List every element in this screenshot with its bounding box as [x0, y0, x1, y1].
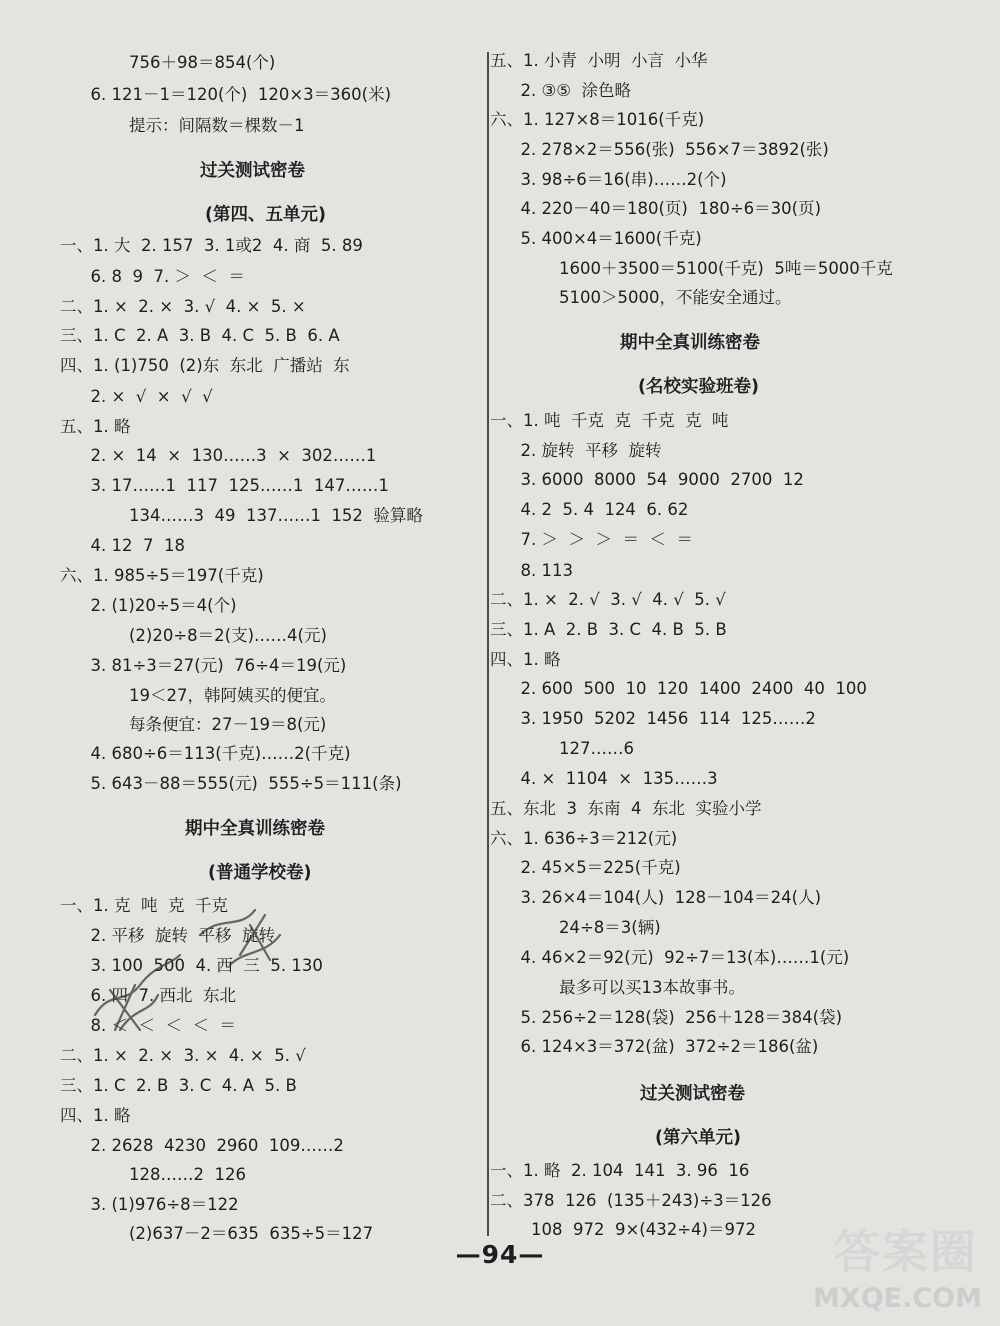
answer-line: 每条便宜：27－19＝8(元) [108, 715, 327, 734]
answer-line: 四、1. (1)750 (2)东 东北 广播站 东 [60, 356, 350, 375]
watermark-title: 答案圈 [834, 1225, 978, 1279]
answer-line: 6. 121－1＝120(个) 120×3＝360(米) [80, 85, 392, 104]
answer-line: 6. 124×3＝372(盆) 372÷2＝186(盆) [510, 1037, 819, 1056]
answer-line: 五、东北 3 东南 4 东北 实验小学 [490, 799, 762, 818]
answer-line: 24÷8＝3(辆) [538, 918, 661, 937]
answer-line: 6. 四 7. 西北 东北 [80, 986, 236, 1005]
answer-line: 二、1. × 2. × 3. × 4. × 5. √ [60, 1046, 306, 1065]
answer-line: 3. 17……1 117 125……1 147……1 [80, 476, 389, 495]
answer-line: 4. 12 7 18 [80, 536, 185, 555]
answer-line: 三、1. A 2. B 3. C 4. B 5. B [490, 620, 727, 639]
answer-line: 二、378 126 (135＋243)÷3＝126 [490, 1191, 772, 1210]
answer-line: 四、1. 略 [490, 650, 561, 669]
answer-line: 2. 旋转 平移 旋转 [510, 441, 662, 460]
answer-line: 2. 平移 旋转 平移 旋转 [80, 926, 275, 945]
answer-line: 5. 256÷2＝128(袋) 256＋128＝384(袋) [510, 1008, 843, 1027]
answer-line: 六、1. 636÷3＝212(元) [490, 829, 678, 848]
answer-line: 4. 46×2＝92(元) 92÷7＝13(本)……1(元) [510, 948, 850, 967]
answer-line: 4. 2 5. 4 124 6. 62 [510, 500, 689, 519]
answer-line: 一、1. 略 2. 104 141 3. 96 16 [490, 1161, 750, 1180]
answer-line: 127……6 [538, 739, 634, 758]
answer-line: 3. 6000 8000 54 9000 2700 12 [510, 470, 804, 489]
answer-line: 3. 81÷3＝27(元) 76÷4＝19(元) [80, 656, 347, 675]
answer-line: 7. ＞ ＞ ＞ ＝ ＜ ＝ [510, 530, 693, 549]
answer-line: 六、1. 127×8＝1016(千克) [490, 110, 705, 129]
answer-line: 三、1. C 2. A 3. B 4. C 5. B 6. A [60, 326, 340, 345]
answer-line: 8. ＜ ＜ ＜ ＜ ＝ [80, 1016, 236, 1035]
section-subheading: (普通学校卷) [208, 863, 312, 883]
answer-line: 6. 8 9 7. ＞ ＜ ＝ [80, 267, 245, 286]
answer-line: 2. 2628 4230 2960 109……2 [80, 1136, 344, 1155]
answer-line: 2. 45×5＝225(千克) [510, 858, 681, 877]
watermark-url: MXQE.COM [813, 1283, 982, 1314]
answer-line: 128……2 126 [108, 1165, 246, 1184]
answer-line: 五、1. 略 [60, 417, 131, 436]
answer-line: 五、1. 小青 小明 小言 小华 [490, 51, 708, 70]
answer-line: 六、1. 985÷5＝197(千克) [60, 566, 264, 585]
section-subheading: (第六单元) [655, 1128, 741, 1148]
column-divider [487, 52, 489, 1236]
section-heading: 过关测试密卷 [640, 1084, 745, 1104]
answer-line: 134……3 49 137……1 152 验算略 [108, 506, 423, 525]
answer-line: 最多可以买13本故事书。 [538, 978, 745, 997]
answer-line: 二、1. × 2. × 3. √ 4. × 5. × [60, 297, 306, 316]
answer-line: (2)637－2＝635 635÷5＝127 [108, 1224, 374, 1243]
answer-line: 4. 680÷6＝113(千克)……2(千克) [80, 744, 351, 763]
answer-line: 2. 278×2＝556(张) 556×7＝3892(张) [510, 140, 829, 159]
answer-line: 5. 643－88＝555(元) 555÷5＝111(条) [80, 774, 402, 793]
answer-line: 三、1. C 2. B 3. C 4. A 5. B [60, 1076, 297, 1095]
answer-line: 提示：间隔数＝棵数－1 [108, 116, 305, 135]
answer-line: 2. 600 500 10 120 1400 2400 40 100 [510, 679, 867, 698]
answer-line: 2. × √ × √ √ [80, 387, 213, 406]
answer-line: 2. ③⑤ 涂色略 [510, 81, 632, 100]
answer-line: 3. 26×4＝104(人) 128－104＝24(人) [510, 888, 822, 907]
answer-line: 1600＋3500＝5100(千克) 5吨＝5000千克 [538, 259, 893, 278]
answer-line: 4. × 1104 × 135……3 [510, 769, 718, 788]
answer-line: 一、1. 克 吨 克 千克 [60, 896, 228, 915]
answer-line: 4. 220－40＝180(页) 180÷6＝30(页) [510, 199, 822, 218]
answer-line: 3. 1950 5202 1456 114 125……2 [510, 709, 816, 728]
answer-line: 3. 100 500 4. 西 三 5. 130 [80, 956, 323, 975]
page-number: —94— [455, 1240, 545, 1269]
section-subheading: (名校实验班卷) [638, 377, 759, 397]
answer-line: 3. (1)976÷8＝122 [80, 1195, 239, 1214]
answer-line: (2)20÷8＝2(支)……4(元) [108, 626, 327, 645]
answer-line: 一、1. 大 2. 157 3. 1或2 4. 商 5. 89 [60, 236, 363, 255]
watermark [746, 1208, 986, 1318]
answer-line: 108 972 9×(432÷4)＝972 [510, 1220, 756, 1239]
section-subheading: (第四、五单元) [205, 205, 326, 225]
answer-line: 二、1. × 2. √ 3. √ 4. √ 5. √ [490, 590, 726, 609]
answer-line: 一、1. 吨 千克 克 千克 克 吨 [490, 411, 729, 430]
answer-line: 19＜27，韩阿姨买的便宜。 [108, 686, 336, 705]
answer-line: 四、1. 略 [60, 1106, 131, 1125]
answer-line: 756＋98＝854(个) [108, 53, 276, 72]
section-heading: 过关测试密卷 [200, 161, 305, 181]
answer-line: 5100＞5000，不能安全通过。 [538, 288, 792, 307]
answer-line: 2. (1)20÷5＝4(个) [80, 596, 237, 615]
answer-line: 5. 400×4＝1600(千克) [510, 229, 702, 248]
answer-line: 8. 113 [510, 561, 573, 580]
answer-line: 2. × 14 × 130……3 × 302……1 [80, 446, 377, 465]
section-heading: 期中全真训练密卷 [185, 819, 325, 839]
answer-line: 3. 98÷6＝16(串)……2(个) [510, 170, 727, 189]
section-heading: 期中全真训练密卷 [620, 333, 760, 353]
